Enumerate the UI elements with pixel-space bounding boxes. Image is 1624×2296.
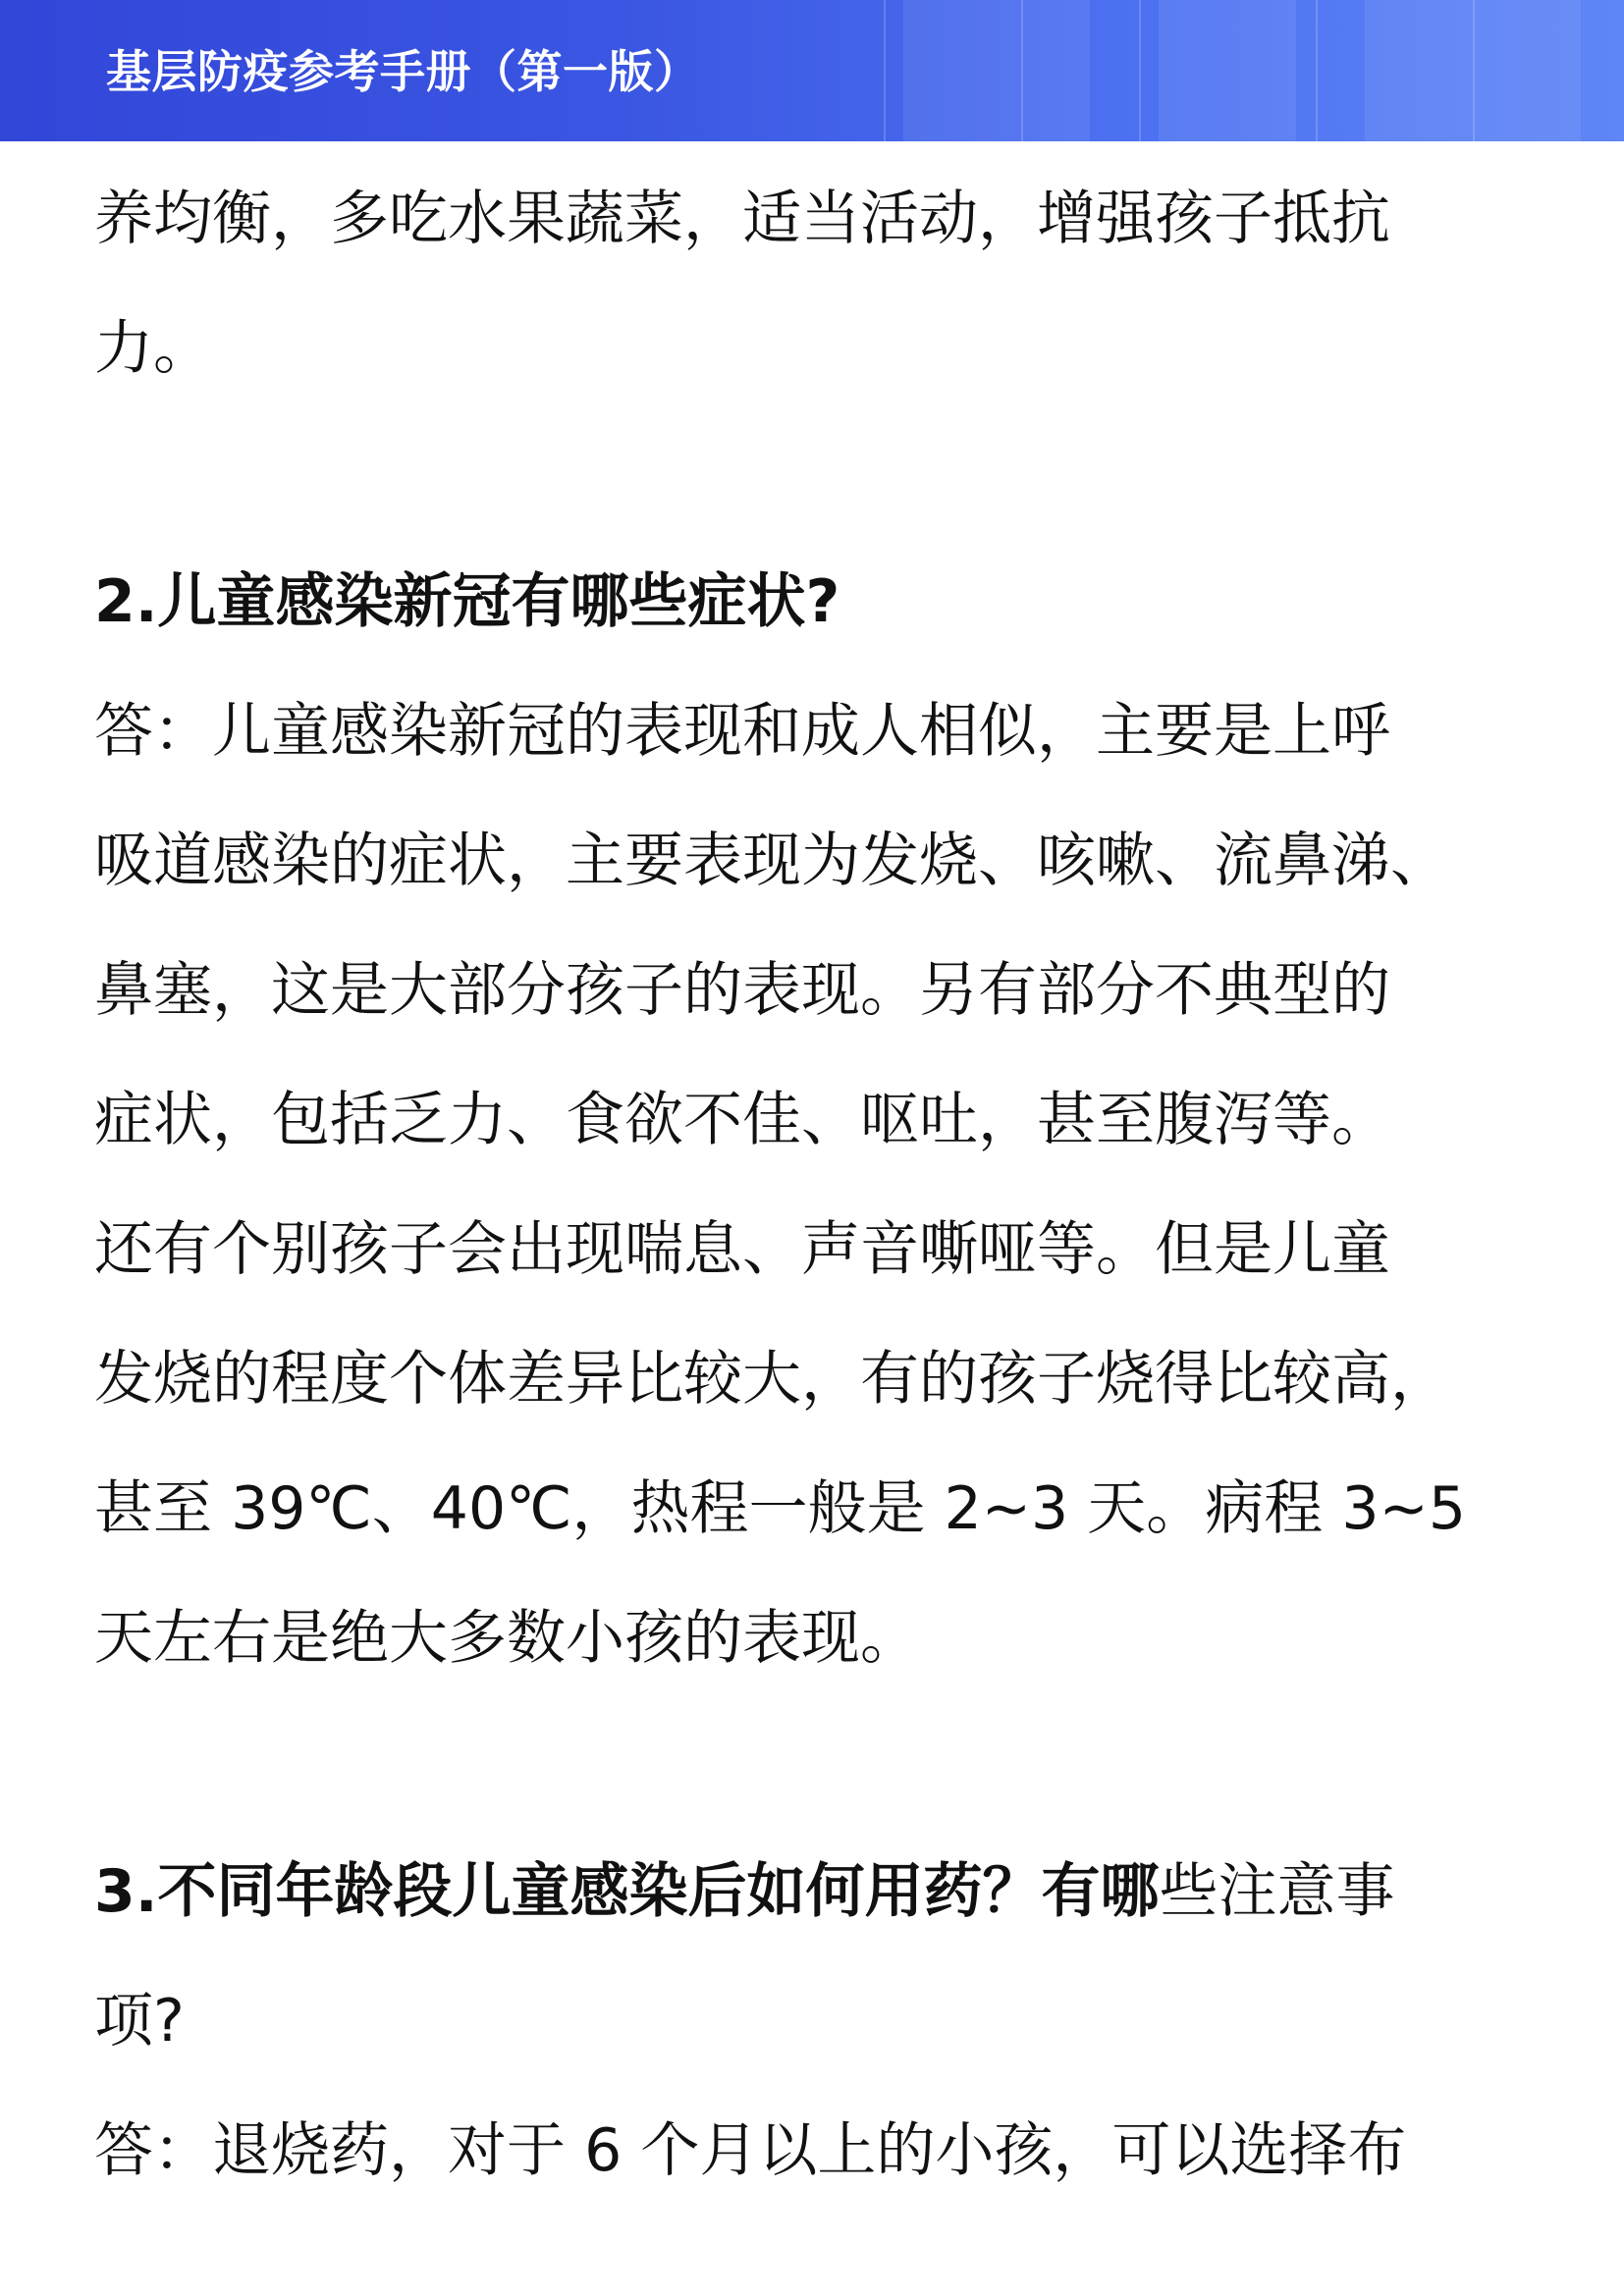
banner-decoration <box>884 0 886 141</box>
banner-decoration <box>1139 0 1141 141</box>
answer-line: 甚至 39℃、40℃，热程一般是 2~3 天。病程 3~5 <box>94 1474 1466 1543</box>
document-title: 基层防疫参考手册（第一版） <box>106 45 700 98</box>
banner-decoration <box>1159 0 1296 141</box>
answer-line: 天左右是绝大多数小孩的表现。 <box>94 1604 919 1673</box>
answer-line: 发烧的程度个体差异比较大，有的孩子烧得比较高， <box>94 1345 1449 1414</box>
banner-decoration <box>1473 0 1475 141</box>
answer-line: 还有个别孩子会出现喘息、声音嘶哑等。但是儿童 <box>94 1215 1390 1284</box>
section-heading-continued: 项? <box>94 1987 185 2056</box>
banner-decoration <box>903 0 1090 141</box>
banner-decoration <box>1021 0 1023 141</box>
section-heading-bold: 3.不同年龄段儿童感染后如何用药？有哪 <box>94 1857 1160 1926</box>
answer-line: 答：儿童感染新冠的表现和成人相似，主要是上呼 <box>94 697 1390 766</box>
paragraph-line: 力。 <box>94 314 212 383</box>
paragraph-line: 养均衡，多吃水果蔬菜，适当活动，增强孩子抵抗 <box>94 185 1390 253</box>
section-heading-normal: 些注意事 <box>1159 1857 1395 1926</box>
answer-line: 症状，包括乏力、食欲不佳、呕吐，甚至腹泻等。 <box>94 1086 1390 1154</box>
answer-line: 吸道感染的症状，主要表现为发烧、咳嗽、流鼻涕、 <box>94 827 1449 895</box>
header-banner <box>0 0 1624 141</box>
banner-decoration <box>1316 0 1318 141</box>
section-heading: 2.儿童感染新冠有哪些症状? <box>94 567 840 636</box>
section-heading <box>94 1851 1587 1932</box>
answer-line: 答：退烧药，对于 6 个月以上的小孩，可以选择布 <box>94 2116 1407 2185</box>
answer-line: 鼻塞，这是大部分孩子的表现。另有部分不典型的 <box>94 956 1390 1025</box>
